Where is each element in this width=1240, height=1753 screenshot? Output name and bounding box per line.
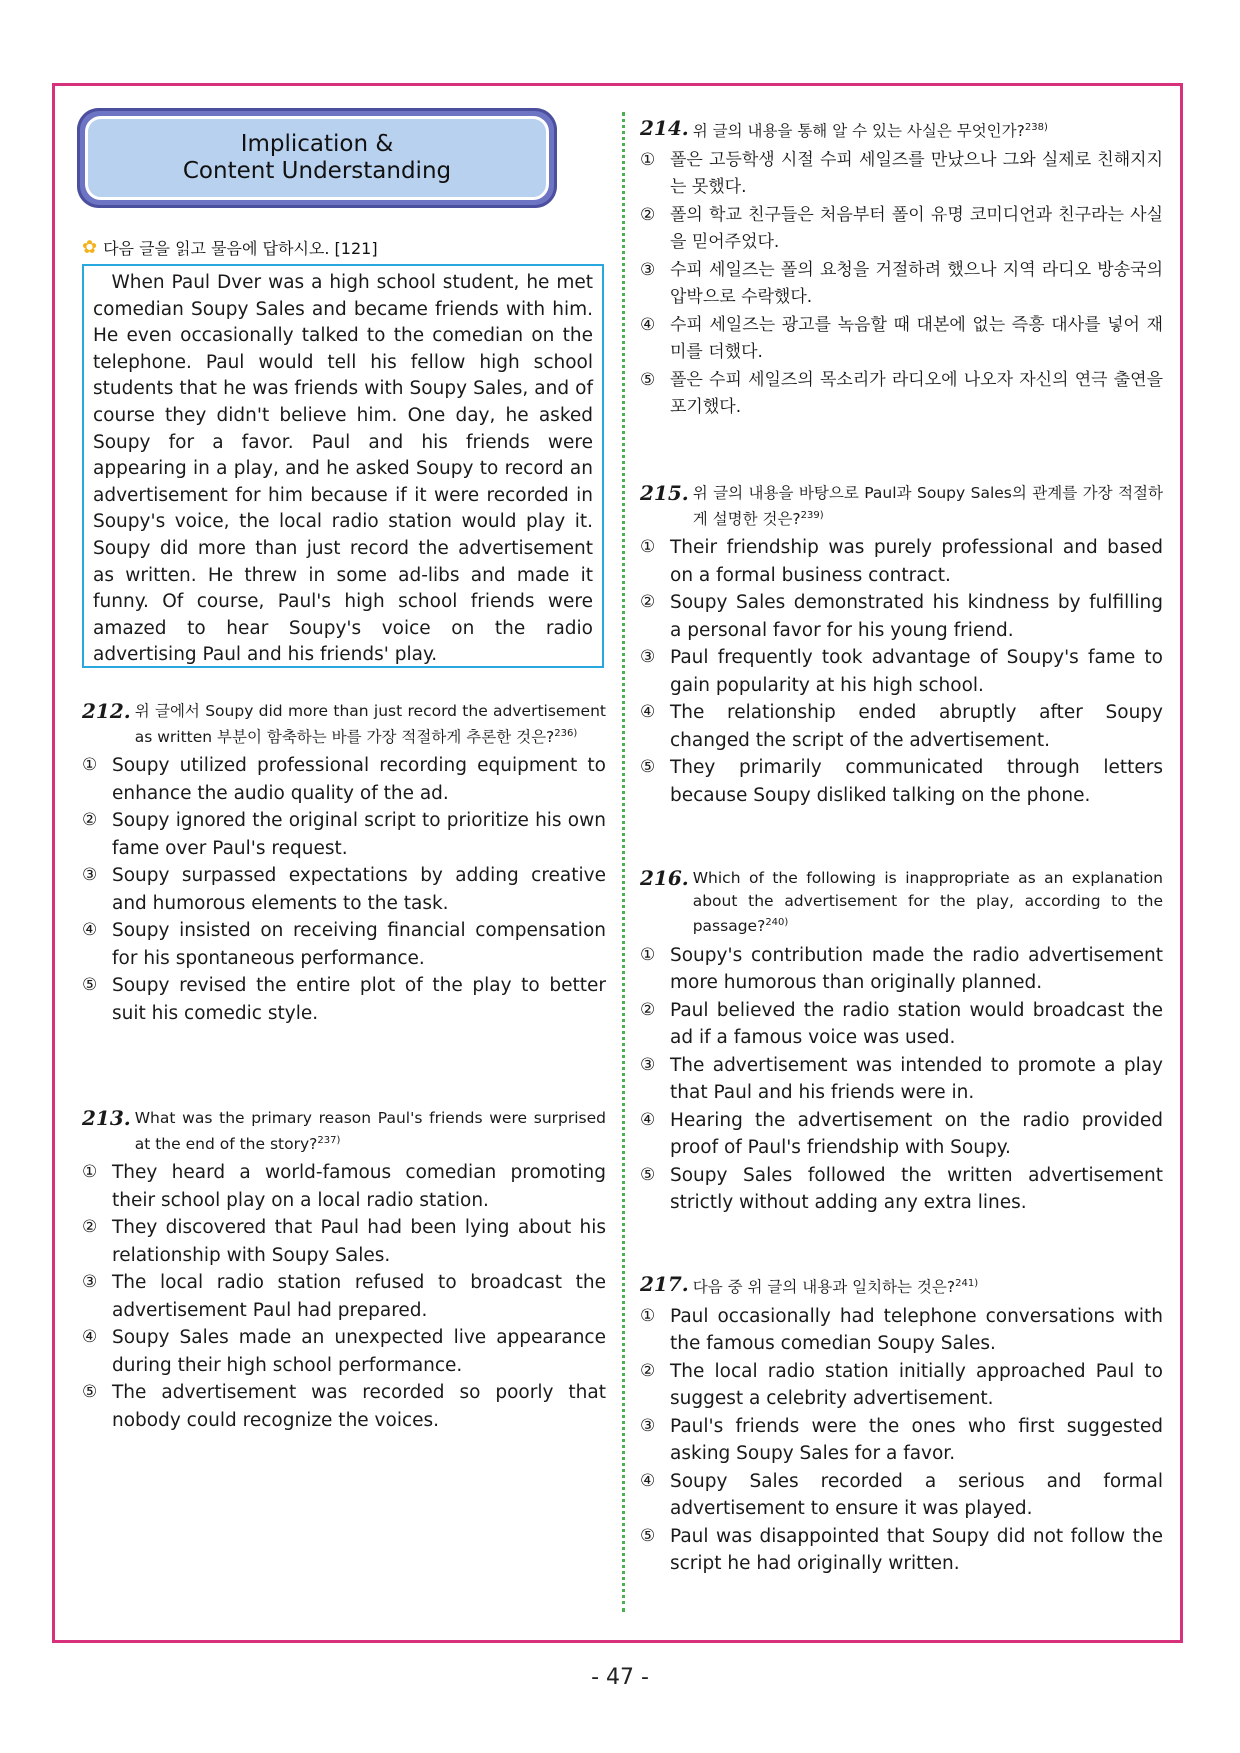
option-3[interactable] bbox=[640, 257, 1163, 312]
question-number: 212. bbox=[82, 699, 131, 723]
option-mark: ② bbox=[640, 1360, 656, 1381]
question-text bbox=[693, 117, 1048, 143]
option-text: They primarily communicated through letters because Soupy disliked talking on the phone. bbox=[670, 757, 1163, 806]
option-2[interactable] bbox=[640, 589, 1163, 644]
section-title-inner bbox=[85, 116, 549, 200]
option-text: Paul occasionally had telephone conversations with the famous comedian Soupy Sales. bbox=[670, 1305, 1163, 1355]
option-mark: ③ bbox=[640, 1415, 656, 1436]
option-text: Hearing the advertisement on the radio provided proof of Paul's friendship with Soupy. bbox=[670, 1109, 1163, 1159]
passage-text: When Paul Dver was a high school student, he met comedian Soupy Sales and became friends with him. He even occasionally talked to the comedian on the telephone. Paul would tell his fellow high school students that he was friends with Soupy Sales, and of course they didn't believe him. One day, he asked Soupy for a favor. Paul and his friends were appearing in a play, and he asked Soupy to record an advertisement for him because if it were recorded in Soupy's voice, the local radio station would play it. Soupy did more than just record the advertisement as written. He threw in some ad-libs and made it funny. Of course, Paul's high school friends were amazed to hear Soupy's voice on the radio advertising Paul and his friends' play. bbox=[93, 272, 593, 666]
option-text: Soupy revised the entire plot of the play to better suit his comedic style. bbox=[112, 975, 606, 1024]
option-text: Paul was disappointed that Soupy did not follow the script he had originally written. bbox=[670, 1525, 1163, 1575]
option-mark: ⑤ bbox=[640, 369, 656, 390]
option-text: 폴은 고등학생 시절 수피 세일즈를 만났으나 그와 실제로 친해지지는 못했다. bbox=[670, 149, 1163, 198]
option-3[interactable] bbox=[640, 644, 1163, 699]
option-4[interactable] bbox=[640, 1468, 1163, 1523]
question-header bbox=[82, 700, 606, 748]
option-3[interactable] bbox=[640, 1413, 1163, 1468]
question-ref: 236) bbox=[554, 727, 578, 739]
option-5[interactable] bbox=[82, 972, 606, 1027]
option-text: 폴의 학교 친구들은 처음부터 폴이 유명 코미디언과 친구라는 사실을 믿어주었다. bbox=[670, 204, 1163, 253]
option-mark: ② bbox=[82, 1217, 98, 1238]
option-1[interactable] bbox=[640, 942, 1163, 997]
option-mark: ① bbox=[640, 537, 656, 558]
option-mark: ② bbox=[82, 810, 98, 831]
options-list bbox=[82, 1159, 606, 1434]
question-text bbox=[693, 482, 1163, 530]
option-2[interactable] bbox=[640, 202, 1163, 257]
option-text: Soupy utilized professional recording equipment to enhance the audio quality of the ad. bbox=[112, 755, 606, 804]
option-text: Soupy ignored the original script to prioritize his own fame over Paul's request. bbox=[112, 810, 606, 859]
option-5[interactable] bbox=[640, 1523, 1163, 1578]
option-4[interactable] bbox=[640, 1107, 1163, 1162]
option-mark: ⑤ bbox=[640, 1164, 656, 1185]
question-213 bbox=[82, 1107, 606, 1434]
option-1[interactable] bbox=[640, 1303, 1163, 1358]
question-ref: 240) bbox=[765, 917, 789, 928]
section-title-line2: Content Understanding bbox=[182, 158, 452, 184]
option-mark: ① bbox=[640, 1305, 656, 1326]
option-mark: ① bbox=[82, 1162, 98, 1183]
option-mark: ① bbox=[640, 149, 656, 170]
option-4[interactable] bbox=[82, 917, 606, 972]
option-3[interactable] bbox=[82, 1269, 606, 1324]
question-stem: 위 글에서 Soupy did more than just record the advertisement as written 부분이 함축하는 바를 가장 적절하게 추론한 것은? bbox=[134, 702, 606, 746]
question-stem: Which of the following is inappropriate as an explanation about the advertisement for the play, according to the passage? bbox=[692, 869, 1163, 936]
option-text: Paul believed the radio station would broadcast the ad if a famous voice was used. bbox=[670, 999, 1163, 1049]
question-ref: 238) bbox=[1024, 122, 1048, 133]
question-ref: 237) bbox=[317, 1134, 341, 1146]
question-216 bbox=[640, 867, 1163, 1217]
option-mark: ④ bbox=[82, 920, 98, 941]
question-text bbox=[693, 867, 1163, 938]
option-mark: ⑤ bbox=[640, 757, 656, 778]
question-stem: 위 글의 내용을 바탕으로 Paul과 Soupy Sales의 관계를 가장 적절하게 설명한 것은? bbox=[692, 484, 1163, 528]
option-mark: ② bbox=[640, 592, 656, 613]
option-text: The relationship ended abruptly after Soupy changed the script of the advertisement. bbox=[670, 702, 1163, 751]
option-4[interactable] bbox=[82, 1324, 606, 1379]
option-mark: ③ bbox=[640, 1054, 656, 1075]
option-1[interactable] bbox=[82, 1159, 606, 1214]
option-mark: ④ bbox=[82, 1327, 98, 1348]
option-mark: ⑤ bbox=[82, 975, 98, 996]
section-title-badge bbox=[77, 108, 557, 208]
option-mark: ⑤ bbox=[82, 1382, 98, 1403]
question-number: 213. bbox=[82, 1106, 131, 1130]
option-mark: ⑤ bbox=[640, 1525, 656, 1546]
option-text: Paul frequently took advantage of Soupy's fame to gain popularity at his high school. bbox=[670, 647, 1163, 696]
option-text: 폴은 수피 세일즈의 목소리가 라디오에 나오자 자신의 연극 출연을 포기했다. bbox=[670, 369, 1163, 418]
option-mark: ③ bbox=[640, 647, 656, 668]
section-title-line1: Implication & bbox=[240, 131, 394, 157]
option-2[interactable] bbox=[82, 1214, 606, 1269]
option-5[interactable] bbox=[82, 1379, 606, 1434]
question-number: 215. bbox=[640, 481, 689, 505]
instruction-text: 다음 글을 읽고 물음에 답하시오. [121] bbox=[103, 239, 378, 258]
option-mark: ④ bbox=[640, 702, 656, 723]
options-list bbox=[640, 534, 1163, 809]
option-mark: ② bbox=[640, 999, 656, 1020]
question-text bbox=[693, 1273, 978, 1299]
option-1[interactable] bbox=[640, 534, 1163, 589]
option-3[interactable] bbox=[640, 1052, 1163, 1107]
option-text: Soupy Sales followed the written advertisement strictly without adding any extra lines. bbox=[670, 1164, 1163, 1214]
flower-icon: ✿ bbox=[82, 236, 98, 258]
options-list bbox=[640, 147, 1163, 422]
option-text: Soupy Sales demonstrated his kindness by fulfilling a personal favor for his young friend. bbox=[670, 592, 1163, 641]
option-mark: ③ bbox=[640, 259, 656, 280]
question-215 bbox=[640, 482, 1163, 809]
question-header bbox=[82, 1107, 606, 1155]
option-text: They discovered that Paul had been lying about his relationship with Soupy Sales. bbox=[112, 1217, 606, 1266]
option-text: Soupy Sales made an unexpected live appearance during their high school performance. bbox=[112, 1327, 606, 1376]
question-number: 214. bbox=[640, 116, 689, 140]
option-5[interactable] bbox=[640, 1162, 1163, 1217]
option-mark: ① bbox=[640, 944, 656, 965]
question-text bbox=[135, 1107, 606, 1155]
question-stem: What was the primary reason Paul's friends were surprised at the end of the story? bbox=[134, 1109, 606, 1153]
option-2[interactable] bbox=[82, 807, 606, 862]
passage-box bbox=[82, 264, 604, 668]
question-number: 217. bbox=[640, 1272, 689, 1296]
option-mark: ① bbox=[82, 755, 98, 776]
option-1[interactable] bbox=[640, 147, 1163, 202]
question-header bbox=[640, 1273, 1163, 1299]
option-mark: ③ bbox=[82, 865, 98, 886]
option-text: Soupy insisted on receiving financial compensation for his spontaneous performance. bbox=[112, 920, 606, 969]
column-divider bbox=[622, 112, 625, 1612]
option-text: The advertisement was recorded so poorly that nobody could recognize the voices. bbox=[112, 1382, 606, 1431]
question-number: 216. bbox=[640, 866, 689, 890]
question-212 bbox=[82, 700, 606, 1027]
question-ref: 241) bbox=[955, 1278, 979, 1289]
option-text: Soupy surpassed expectations by adding creative and humorous elements to the task. bbox=[112, 865, 606, 914]
question-header bbox=[640, 117, 1163, 143]
options-list bbox=[640, 942, 1163, 1217]
question-ref: 239) bbox=[800, 509, 824, 521]
page-number: - 47 - bbox=[591, 1665, 649, 1690]
question-217 bbox=[640, 1273, 1163, 1578]
question-header bbox=[640, 867, 1163, 938]
option-mark: ④ bbox=[640, 314, 656, 335]
option-5[interactable] bbox=[640, 367, 1163, 422]
option-3[interactable] bbox=[82, 862, 606, 917]
options-list bbox=[82, 752, 606, 1027]
option-text: They heard a world-famous comedian promoting their school play on a local radio station. bbox=[112, 1162, 606, 1211]
option-mark: ② bbox=[640, 204, 656, 225]
question-header bbox=[640, 482, 1163, 530]
question-214 bbox=[640, 117, 1163, 422]
option-text: Paul's friends were the ones who first suggested asking Soupy Sales for a favor. bbox=[670, 1415, 1163, 1465]
option-4[interactable] bbox=[640, 699, 1163, 754]
option-mark: ④ bbox=[640, 1109, 656, 1130]
option-mark: ④ bbox=[640, 1470, 656, 1491]
question-stem: 위 글의 내용을 통해 알 수 있는 사실은 무엇인가? bbox=[692, 122, 1025, 141]
option-text: The local radio station initially approached Paul to suggest a celebrity advertisement. bbox=[670, 1360, 1163, 1410]
option-text: Soupy Sales recorded a serious and formal advertisement to ensure it was played. bbox=[670, 1470, 1163, 1520]
options-list bbox=[640, 1303, 1163, 1578]
option-text: 수피 세일즈는 광고를 녹음할 때 대본에 없는 즉흥 대사를 넣어 재미를 더했다. bbox=[670, 314, 1163, 363]
question-text bbox=[135, 700, 606, 748]
option-5[interactable] bbox=[640, 754, 1163, 809]
option-4[interactable] bbox=[640, 312, 1163, 367]
instruction bbox=[82, 236, 378, 259]
option-1[interactable] bbox=[82, 752, 606, 807]
option-text: The advertisement was intended to promote a play that Paul and his friends were in. bbox=[670, 1054, 1163, 1104]
option-mark: ③ bbox=[82, 1272, 98, 1293]
option-text: 수피 세일즈는 폴의 요청을 거절하려 했으나 지역 라디오 방송국의 압박으로 수락했다. bbox=[670, 259, 1163, 308]
option-text: The local radio station refused to broadcast the advertisement Paul had prepared. bbox=[112, 1272, 606, 1321]
option-text: Their friendship was purely professional and based on a formal business contract. bbox=[670, 537, 1163, 586]
option-text: Soupy's contribution made the radio advertisement more humorous than originally planned. bbox=[670, 944, 1163, 994]
option-2[interactable] bbox=[640, 1358, 1163, 1413]
option-2[interactable] bbox=[640, 997, 1163, 1052]
question-stem: 다음 중 위 글의 내용과 일치하는 것은? bbox=[692, 1278, 956, 1297]
